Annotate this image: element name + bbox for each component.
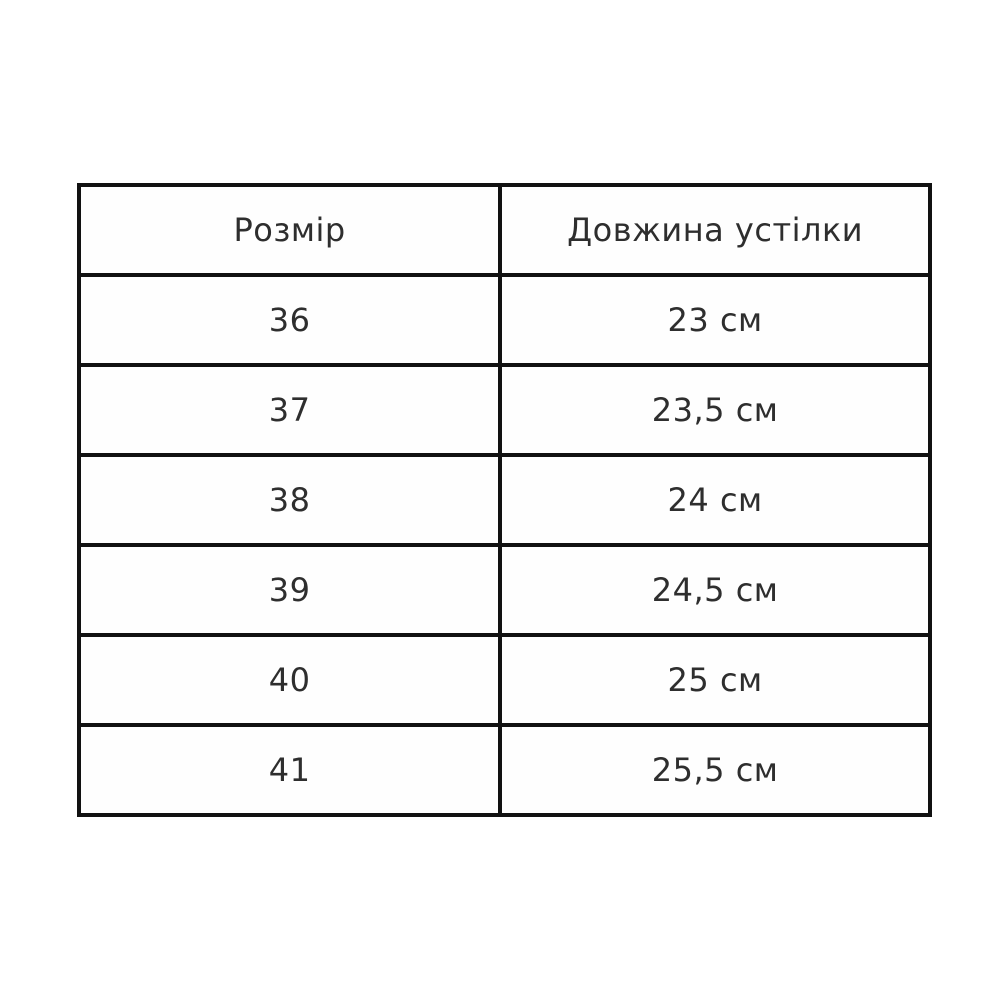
column-header-insole-length: Довжина устілки <box>500 185 930 275</box>
table-row <box>79 365 930 455</box>
table-row <box>79 545 930 635</box>
size-cell: 41 <box>79 725 500 815</box>
size-cell: 36 <box>79 275 500 365</box>
size-conversion-table <box>77 183 932 817</box>
length-cell: 23 см <box>500 275 930 365</box>
length-cell: 24,5 см <box>500 545 930 635</box>
table-header-row <box>79 185 930 275</box>
table-row <box>79 455 930 545</box>
length-cell: 25,5 см <box>500 725 930 815</box>
table-row <box>79 635 930 725</box>
length-cell: 25 см <box>500 635 930 725</box>
table-row <box>79 275 930 365</box>
size-cell: 40 <box>79 635 500 725</box>
length-cell: 24 см <box>500 455 930 545</box>
table-row <box>79 725 930 815</box>
column-header-size: Розмір <box>79 185 500 275</box>
size-cell: 38 <box>79 455 500 545</box>
size-cell: 39 <box>79 545 500 635</box>
size-cell: 37 <box>79 365 500 455</box>
length-cell: 23,5 см <box>500 365 930 455</box>
